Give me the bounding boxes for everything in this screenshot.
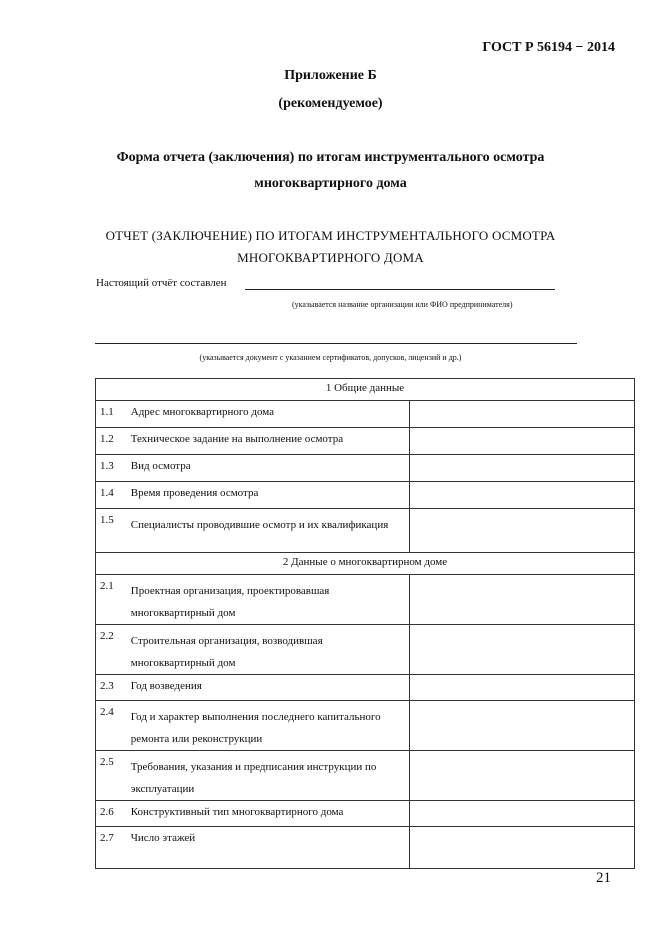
value-cell[interactable] — [409, 575, 634, 625]
section-header-row — [96, 379, 635, 401]
table-row — [96, 625, 635, 675]
row-label: Год и характер выполнения последнего капитального ремонта или реконструкции — [129, 701, 409, 751]
row-number: 2.1 — [96, 575, 129, 625]
row-number: 2.3 — [96, 675, 129, 701]
row-label: Конструктивный тип многоквартирного дома — [129, 801, 409, 827]
standard-designation: ГОСТ Р 56194 − 2014 — [482, 40, 615, 55]
row-number: 2.4 — [96, 701, 129, 751]
row-label: Техническое задание на выполнение осмотра — [129, 428, 409, 455]
row-number: 1.3 — [96, 455, 129, 482]
row-label: Требования, указания и предписания инструкции по эксплуатации — [129, 751, 409, 801]
value-cell[interactable] — [409, 509, 634, 553]
form-title-line-2: многоквартирного дома — [254, 176, 407, 191]
row-label: Год возведения — [129, 675, 409, 701]
value-cell[interactable] — [409, 701, 634, 751]
document-fill-line[interactable] — [95, 343, 577, 344]
row-label: Время проведения осмотра — [129, 482, 409, 509]
value-cell[interactable] — [409, 428, 634, 455]
section-header-row — [96, 553, 635, 575]
row-number: 2.7 — [96, 827, 129, 869]
table-row — [96, 701, 635, 751]
value-cell[interactable] — [409, 455, 634, 482]
table-row — [96, 575, 635, 625]
row-number: 2.5 — [96, 751, 129, 801]
annex-title: Приложение Б — [284, 68, 377, 83]
table-row — [96, 428, 635, 455]
report-title-line-1: ОТЧЕТ (ЗАКЛЮЧЕНИЕ) ПО ИТОГАМ ИНСТРУМЕНТАЛЬНОГО ОСМОТРА — [105, 228, 556, 243]
row-number: 2.2 — [96, 625, 129, 675]
row-number: 1.4 — [96, 482, 129, 509]
value-cell[interactable] — [409, 751, 634, 801]
row-label: Строительная организация, возводившая многоквартирный дом — [129, 625, 409, 675]
row-label: Специалисты проводившие осмотр и их квалификация — [129, 509, 409, 553]
form-title-line-1: Форма отчета (заключения) по итогам инструментального осмотра — [116, 150, 545, 165]
value-cell[interactable] — [409, 625, 634, 675]
row-number: 1.1 — [96, 401, 129, 428]
value-cell[interactable] — [409, 401, 634, 428]
row-number: 1.5 — [96, 509, 129, 553]
value-cell[interactable] — [409, 801, 634, 827]
row-number: 1.2 — [96, 428, 129, 455]
row-label: Проектная организация, проектировавшая многоквартирный дом — [129, 575, 409, 625]
table-row — [96, 401, 635, 428]
composed-by-fill-line[interactable] — [245, 289, 555, 290]
table-row — [96, 801, 635, 827]
table-row — [96, 455, 635, 482]
value-cell[interactable] — [409, 827, 634, 869]
table-row — [96, 509, 635, 553]
value-cell[interactable] — [409, 482, 634, 509]
section-title: 2 Данные о многоквартирном доме — [96, 553, 635, 575]
report-title-line-2: МНОГОКВАРТИРНОГО ДОМА — [237, 250, 424, 265]
page-number: 21 — [596, 870, 611, 886]
report-form-table — [95, 378, 635, 869]
composed-by-label: Настоящий отчёт составлен — [96, 277, 227, 289]
row-label: Вид осмотра — [129, 455, 409, 482]
table-row — [96, 675, 635, 701]
section-title: 1 Общие данные — [96, 379, 635, 401]
row-number: 2.6 — [96, 801, 129, 827]
composed-by-hint: (указывается название организации или ФИО предпринимателя) — [292, 300, 513, 309]
table-row — [96, 827, 635, 869]
document-hint: (указывается документ с указанием сертификатов, допусков, лицензий и др.) — [199, 353, 462, 362]
table-row — [96, 482, 635, 509]
row-label: Число этажей — [129, 827, 409, 869]
annex-status: (рекомендуемое) — [278, 96, 383, 111]
value-cell[interactable] — [409, 675, 634, 701]
row-label: Адрес многоквартирного дома — [129, 401, 409, 428]
table-row — [96, 751, 635, 801]
